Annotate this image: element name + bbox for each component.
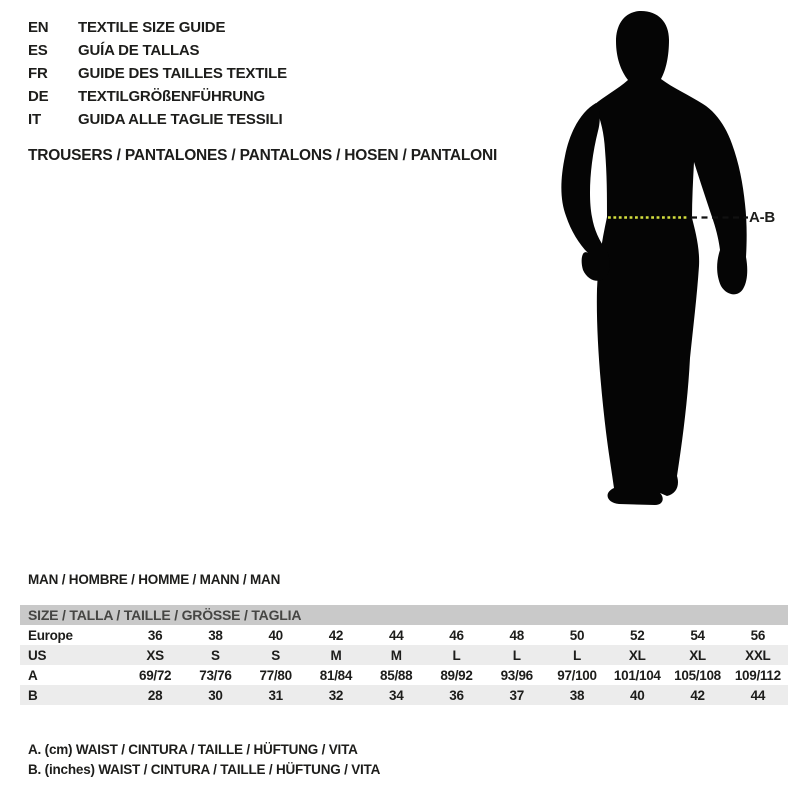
lang-label: TEXTILE SIZE GUIDE [78, 19, 226, 36]
lang-label: GUÍA DE TALLAS [78, 42, 200, 59]
table-row-us [20, 645, 788, 665]
cell: 36 [147, 627, 163, 643]
cell: 28 [147, 687, 163, 703]
cell: XL [628, 647, 646, 663]
cell: 48 [509, 627, 524, 643]
cell: 38 [569, 687, 585, 703]
cell: 46 [449, 627, 464, 643]
lang-code: EN [28, 19, 49, 36]
size-table [20, 605, 788, 705]
cell: 36 [449, 687, 464, 703]
cell: 69/72 [138, 667, 172, 683]
section-title: MAN / HOMBRE / HOMME / MANN / MAN [28, 572, 281, 587]
cell: 54 [690, 627, 705, 643]
cell: XXL [745, 647, 771, 663]
footnote-a: A. (cm) WAIST / CINTURA / TAILLE / HÜFTUNG / VITA [28, 742, 358, 757]
lang-row-fr [28, 62, 287, 85]
lang-row-de [28, 85, 287, 108]
body-figure [540, 0, 800, 520]
row-label: Europe [28, 627, 73, 643]
cell: 101/104 [613, 667, 661, 683]
cell: 105/108 [674, 667, 721, 683]
cell: 89/92 [440, 667, 473, 683]
table-row-a-cm [20, 665, 788, 685]
cell: L [573, 647, 581, 663]
lang-code: FR [28, 65, 48, 82]
lang-label: GUIDE DES TAILLES TEXTILE [78, 65, 287, 82]
cell: 52 [630, 627, 645, 643]
footnotes [28, 740, 380, 779]
row-label: US [28, 647, 47, 663]
cell: S [211, 647, 220, 663]
lang-label: TEXTILGRÖßENFÜHRUNG [78, 88, 266, 105]
lang-label: GUIDA ALLE TAGLIE TESSILI [78, 111, 283, 128]
cell: 85/88 [380, 667, 413, 683]
row-label: B [28, 687, 38, 703]
cell: 44 [750, 687, 766, 703]
lang-row-en [28, 16, 287, 39]
cell: 109/112 [734, 667, 781, 683]
cell: 31 [268, 687, 283, 703]
language-list [28, 16, 287, 131]
cell: 40 [268, 627, 283, 643]
cell: 97/100 [557, 667, 597, 683]
cell: S [271, 647, 281, 663]
cell: 38 [208, 627, 223, 643]
cell: 32 [328, 687, 344, 703]
lang-code: IT [28, 111, 41, 128]
cell: 77/80 [259, 667, 292, 683]
cell: 30 [208, 687, 223, 703]
cell: M [330, 647, 342, 663]
lang-row-es [28, 39, 287, 62]
man-silhouette-graphic [540, 0, 800, 520]
size-table-grid [20, 625, 788, 705]
cell: L [512, 647, 521, 663]
lang-row-it [28, 108, 287, 131]
lang-code: ES [28, 42, 48, 59]
lang-code: DE [28, 88, 49, 105]
cell: 42 [690, 687, 705, 703]
cell: 73/76 [199, 667, 232, 683]
cell: 40 [630, 687, 645, 703]
cell: 81/84 [319, 667, 353, 683]
cell: 37 [509, 687, 524, 703]
footnote-b: B. (inches) WAIST / CINTURA / TAILLE / HÜFTUNG / VITA [28, 761, 381, 777]
cell: 42 [328, 627, 344, 643]
cell: 34 [388, 687, 404, 703]
cell: 93/96 [500, 667, 533, 683]
cell: 44 [388, 627, 404, 643]
table-row-europe [20, 625, 788, 645]
cell: L [452, 647, 461, 663]
size-table-header: SIZE / TALLA / TAILLE / GRÖSSE / TAGLIA [20, 605, 788, 625]
cell: XL [689, 647, 706, 663]
cell: 50 [569, 627, 585, 643]
measurement-label: A-B [749, 209, 776, 226]
cell: 56 [750, 627, 766, 643]
cell: XS [146, 647, 164, 663]
row-label: A [28, 667, 38, 683]
table-row-b-inches [20, 685, 788, 705]
cell: M [390, 647, 402, 663]
garment-title: TROUSERS / PANTALONES / PANTALONS / HOSEN / PANTALONI [28, 147, 498, 164]
